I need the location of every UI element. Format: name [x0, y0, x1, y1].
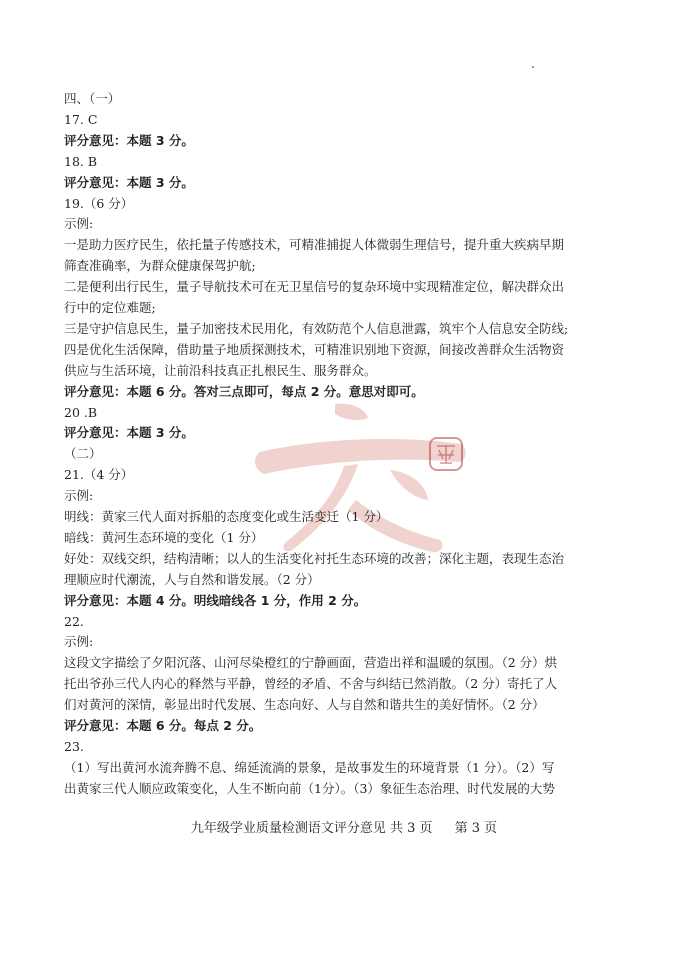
text-line: 三是守护信息民生，量子加密技术民用化，有效防范个人信息泄露，筑牢个人信息安全防线;	[64, 320, 569, 336]
text-line: 四是优化生活保障，借助量子地质探测技术，可精准识别地下资源，间接改善群众生活物资	[64, 341, 565, 357]
text-line: 示例:	[64, 216, 94, 232]
scoring-note: 评分意见：本题 3 分。	[64, 174, 194, 190]
text-line: 21.（4 分）	[64, 467, 134, 483]
corner-mark	[532, 66, 534, 68]
scoring-note: 评分意见：本题 3 分。	[64, 132, 194, 148]
text-line: 二是便利出行民生，量子导航技术可在无卫星信号的复杂环境中实现精准定位，解决群众出	[64, 279, 565, 295]
text-line: （1）写出黄河水流奔腾不息、绵延流淌的景象，是故事发生的环境背景（1 分）。（2）写	[64, 759, 555, 775]
text-line: 17. C	[64, 111, 98, 127]
scoring-note: 评分意见：本题 4 分。明线暗线各 1 分，作用 2 分。	[64, 592, 367, 608]
text-line: 四、（一）	[64, 91, 121, 106]
footer-title: 九年级学业质量检测语文评分意见 共 3 页	[190, 821, 433, 836]
scoring-note: 评分意见：本题 6 分。每点 2 分。	[64, 718, 262, 733]
text-line: 这段文字描绘了夕阳沉落、山河尽染橙红的宁静画面，营造出祥和温暖的氛围。（2 分）烘	[64, 655, 558, 671]
text-line: 暗线：黄河生态环境的变化（1 分）	[64, 529, 264, 545]
text-line: 18. B	[64, 153, 98, 169]
text-line: 供应与生活环境，让前沿科技真正扎根民生、服务群众。	[64, 362, 377, 378]
text-line: 23.	[64, 738, 84, 754]
text-line: 好处：双线交织，结构清晰；以人的生活变化衬托生态环境的改善；深化主题，表现生态治	[64, 550, 565, 566]
text-line: 托出爷孙三代人内心的释然与平静，曾经的矛盾、不舍与纠结已然消散。（2 分）寄托了人	[64, 676, 558, 692]
text-line: 示例:	[64, 634, 94, 650]
text-line: 们对黄河的深情，彰显出时代发展、生态向好、人与自然和谐共生的美好情怀。（2 分）	[64, 697, 545, 713]
text-line: 19.（6 分）	[64, 195, 134, 211]
text-line: 20 .B	[64, 404, 98, 420]
text-line: 筛查准确率，为群众健康保驾护航;	[64, 258, 256, 274]
text-line: 行中的定位难题;	[64, 300, 156, 315]
scoring-note: 评分意见：本题 6 分。答对三点即可，每点 2 分。意思对即可。	[64, 383, 424, 399]
text-line: 出黄家三代人顺应政策变化，人生不断向前（1分）。（3）象征生态治理、时代发展的大势	[64, 780, 555, 796]
text-line: 22.	[64, 613, 84, 629]
scoring-note: 评分意见：本题 3 分。	[64, 425, 194, 441]
text-line: 明线：黄家三代人面对拆船的态度变化或生活变迁（1 分）	[64, 509, 389, 524]
text-line: 一是助力医疗民生，依托量子传感技术，可精准捕捉人体微弱生理信号，提升重大疾病早期	[64, 237, 565, 253]
text-line: 理顺应时代潮流，人与自然和谐发展。（2 分）	[64, 571, 320, 587]
text-line: （二）	[64, 446, 102, 462]
footer-page-number: 第 3 页	[454, 821, 498, 836]
text-line: 示例:	[64, 488, 94, 504]
page-footer	[0, 820, 688, 838]
